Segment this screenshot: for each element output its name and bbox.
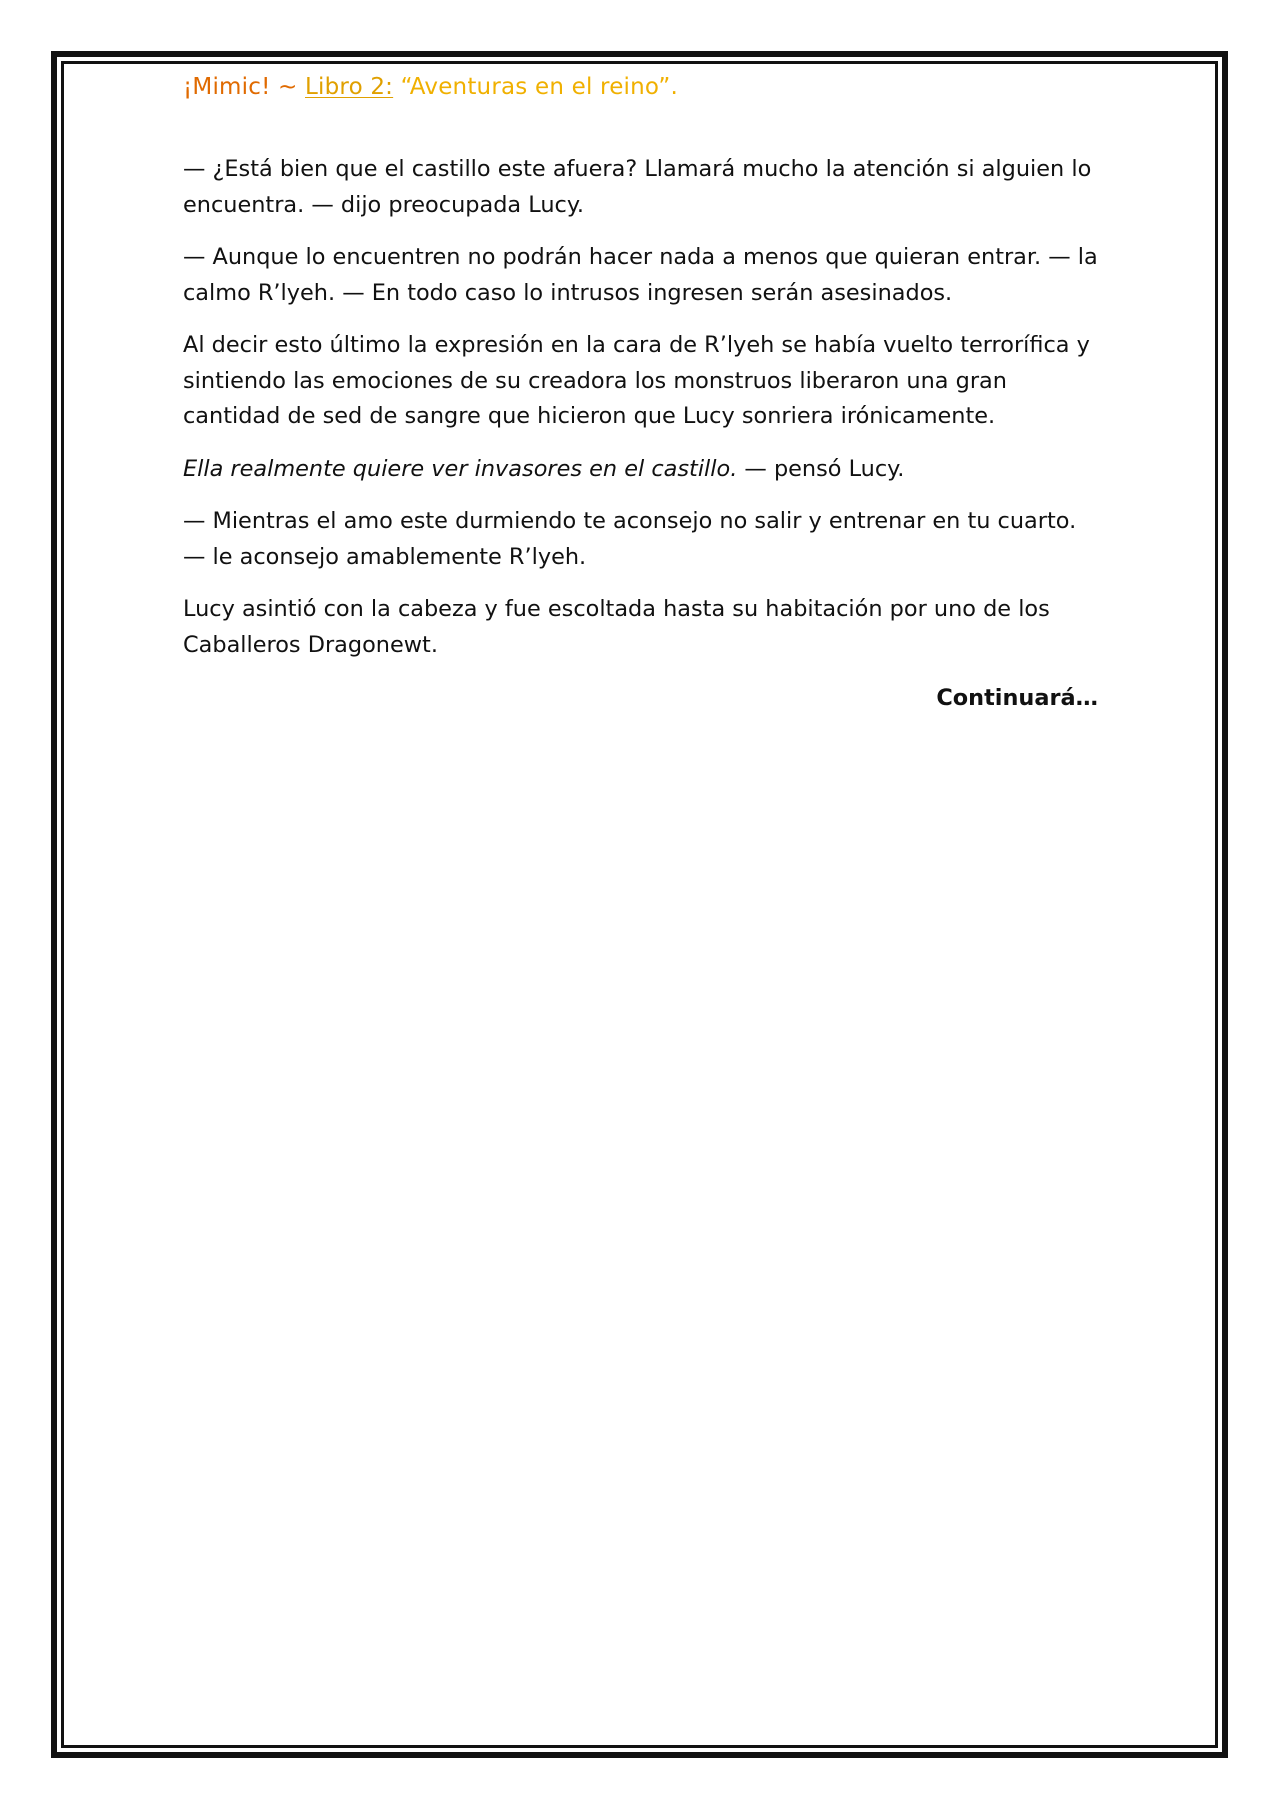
running-header <box>183 74 678 100</box>
header-separator: ~ <box>270 74 306 100</box>
header-title: “Aventuras en el reino”. <box>393 74 679 100</box>
paragraph: — ¿Está bien que el castillo este afuera? Llamará mucho la atención si alguien lo encuentra. — dijo preocupada Lucy. <box>183 156 1092 218</box>
thought-paragraph <box>183 452 1098 488</box>
story-text <box>183 152 1098 680</box>
paragraph: — Aunque lo encuentren no podrán hacer nada a menos que quieran entrar. — la calmo R’lyeh. — En todo caso lo intrusos ingresen serán asesinados. <box>183 244 1098 306</box>
header-book: Libro 2: <box>305 74 394 100</box>
thought-attribution: — pensó Lucy. <box>737 455 905 482</box>
paragraph: Lucy asintió con la cabeza y fue escoltada hasta su habitación por uno de los Caballeros Dragonewt. <box>183 596 1050 658</box>
thought-italic: Ella realmente quiere ver invasores en el castillo. <box>183 455 738 482</box>
header-brand: ¡Mimic! <box>183 74 271 100</box>
paragraph: — Mientras el amo este durmiendo te aconsejo no salir y entrenar en tu cuarto. — le aconsejo amablemente R’lyeh. <box>183 508 1077 570</box>
paragraph: Al decir esto último la expresión en la cara de R’lyeh se había vuelto terrorífica y sintiendo las emociones de su creadora los monstruos liberaron una gran cantidad de sed de sangre que hicieron que Lucy sonriera irónicamente. <box>183 332 1090 429</box>
continue-label: Continuará… <box>936 685 1098 711</box>
